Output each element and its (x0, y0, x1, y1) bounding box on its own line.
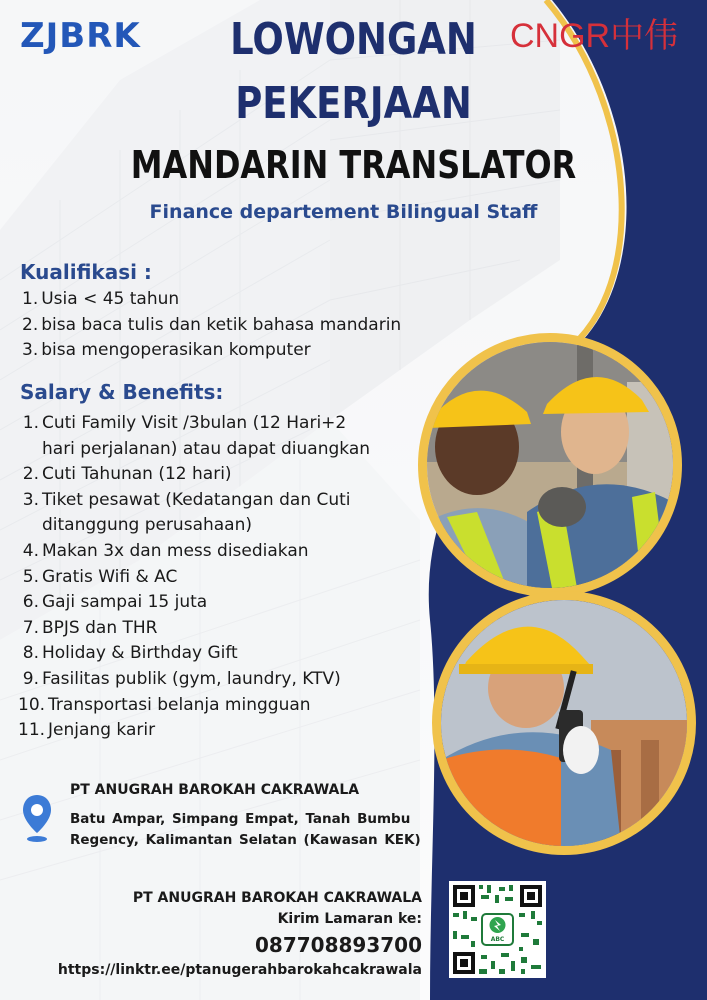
qr-code-graphic (449, 881, 546, 978)
qualification-item: 2. bisa baca tulis dan ketik bahasa mandarin (22, 314, 402, 335)
benefit-item: 10. Transportasi belanja mingguan (18, 694, 311, 715)
location-pin-icon (22, 793, 52, 843)
address-line-2: Regency, Kalimantan Selatan (Kawasan KEK) (70, 832, 421, 848)
benefit-item: 8. Holiday & Birthday Gift (22, 643, 238, 664)
contact-company: PT ANUGRAH BAROKAH CAKRAWALA (132, 890, 422, 906)
benefit-item: 11. Jenjang karir (18, 720, 156, 741)
benefit-item: 7. BPJS dan THR (22, 617, 158, 638)
radio-worker-illustration (441, 600, 687, 846)
company-address-block (70, 782, 421, 851)
cngr-logo: CNGR中伟 (510, 17, 679, 55)
address-line-1: Batu Ampar, Simpang Empat, Tanah Bumbu (70, 811, 411, 827)
benefit-item: 5. Gratis Wifi & AC (22, 566, 178, 587)
benefit-item: 4. Makan 3x dan mess disediakan (22, 540, 309, 561)
qualification-item: 3. bisa mengoperasikan komputer (22, 340, 311, 361)
send-application-label: Kirim Lamaran ke: (277, 911, 422, 927)
position-title: MANDARIN TRANSLATOR (130, 143, 577, 187)
benefit-item: 2. Cuti Tahunan (12 hari) (22, 464, 232, 485)
contact-block (0, 888, 422, 980)
zjbrk-logo: ZJBRK (20, 16, 141, 56)
benefits-heading: Salary & Benefits: (20, 380, 224, 404)
benefits-list (18, 411, 418, 744)
radio-worker-photo (432, 591, 696, 855)
qualification-item: 1. Usia < 45 tahun (22, 289, 180, 309)
linktree-link[interactable]: https://linktr.ee/ptanugerahbarokahcakrawala (57, 962, 422, 978)
benefit-item: 9. Fasilitas publik (gym, laundry, KTV) (22, 668, 341, 689)
benefit-item: 1. Cuti Family Visit /3bulan (12 Hari+2 hari perjalanan) atau dapat diuangkan (22, 413, 371, 459)
qr-logo-label: ABC (490, 936, 505, 943)
company-name: PT ANUGRAH BAROKAH CAKRAWALA (70, 782, 360, 798)
title-line-1: LOWONGAN (230, 14, 477, 65)
phone-number[interactable]: 087708893700 (255, 933, 422, 957)
workers-illustration (427, 342, 673, 588)
workers-photo (418, 333, 682, 597)
qr-code[interactable] (449, 881, 546, 978)
title-line-2: PEKERJAAN (235, 78, 472, 129)
benefit-item: 6. Gaji sampai 15 juta (22, 592, 208, 613)
qualifications-list (22, 287, 401, 364)
position-subtitle: Finance departement Bilingual Staff (149, 201, 538, 223)
benefit-item: 3. Tiket pesawat (Kedatangan dan Cuti ditanggung perusahaan) (22, 489, 351, 536)
qualifications-heading: Kualifikasi : (20, 260, 152, 284)
